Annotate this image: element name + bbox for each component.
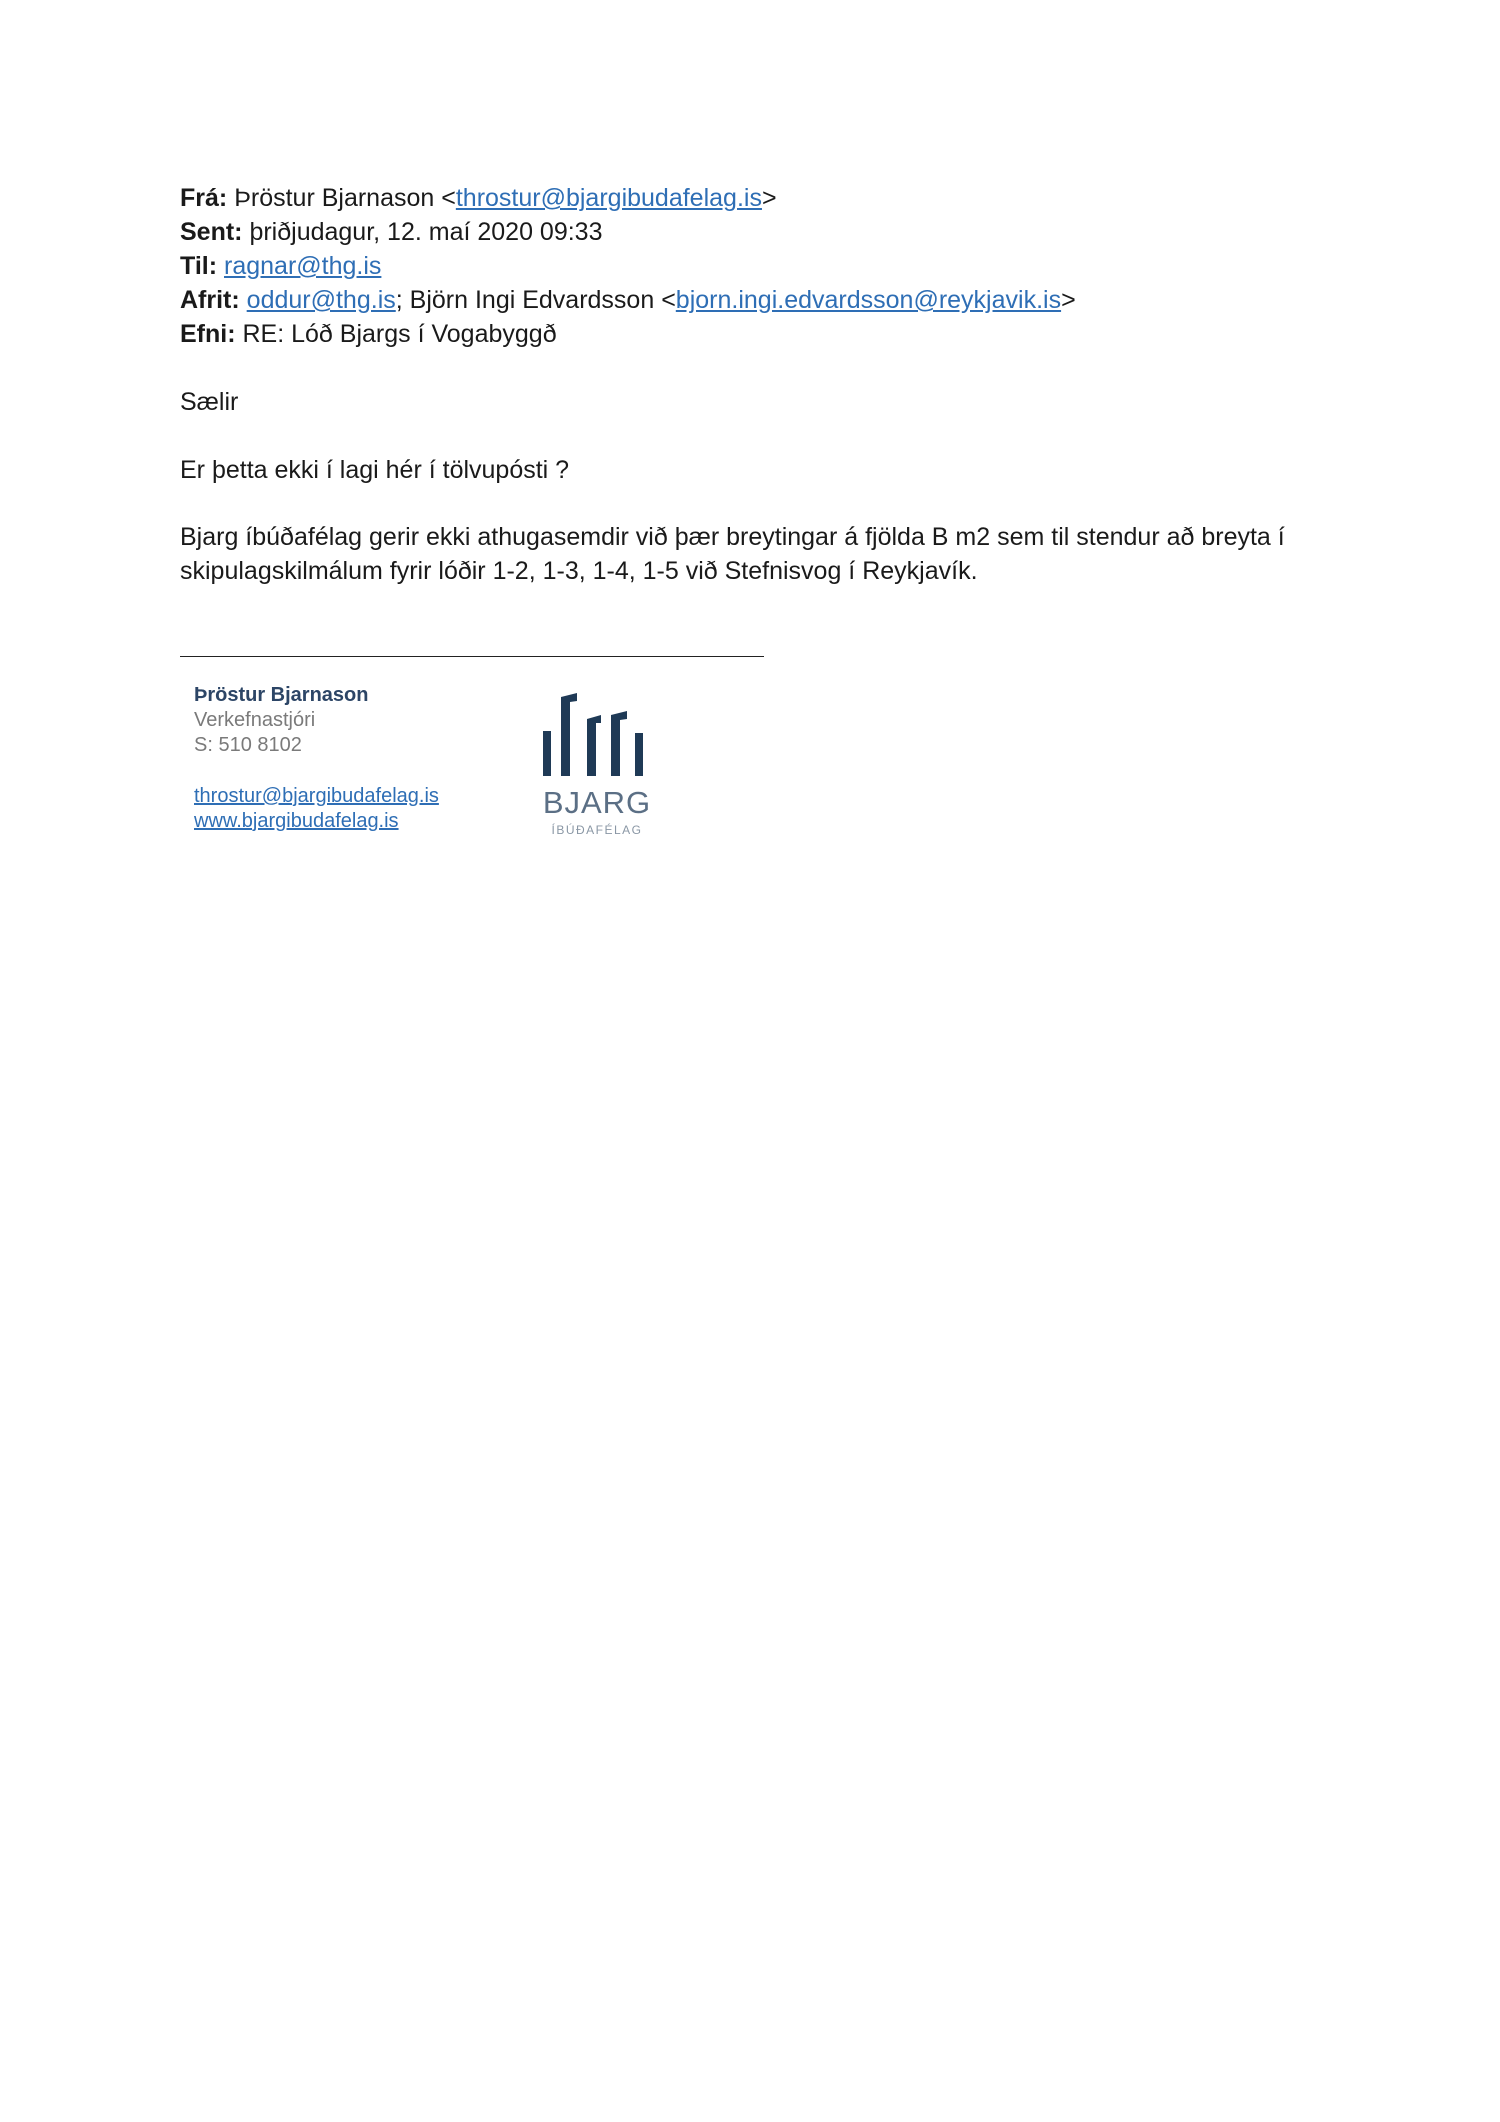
signature-phone: S: 510 8102 [194,734,302,756]
sent-label: Sent: [180,218,243,246]
from-row: Frá: Þröstur Bjarnason <throstur@bjargibudafelag.is> [180,184,777,212]
subject-row [180,317,1076,351]
subject-label: Efni: [180,320,236,348]
from-label: Frá: [180,184,228,212]
question-text: Er þetta ekki í lagi hér í tölvupósti ? [180,456,570,484]
bjarg-logo [537,693,657,843]
sent-value: þriðjudagur, 12. maí 2020 09:33 [249,218,603,246]
from-email-link[interactable]: throstur@bjargibudafelag.is [455,184,762,212]
bjarg-logo-bars-icon [537,693,657,783]
signature-block [194,683,439,834]
logo-subtitle: ÍBÚÐAFÉLAG [551,823,643,837]
signature-title: Verkefnastjóri [194,709,316,731]
signature-website-link[interactable]: www.bjargibudafelag.is [194,810,399,832]
email-header [180,181,1076,351]
to-label: Til: [180,252,218,280]
signature-name: Þröstur Bjarnason [194,684,369,706]
logo-bar-4 [611,715,620,776]
signature-email-link[interactable]: throstur@bjargibudafelag.is [194,785,439,807]
cc-email-link-2[interactable]: bjorn.ingi.edvardsson@reykjavik.is [675,286,1062,314]
logo-bar-3 [587,719,596,776]
from-name: Þröstur Bjarnason [234,184,435,212]
body-paragraph: Bjarg íbúðafélag gerir ekki athugasemdir við þær breytingar á fjölda B m2 sem til stendur að breyta í skipulagskilmálum fyrir lóðir 1-2, 1-3, 1-4, 1-5 við Stefnisvog í Reykjavík. [180,523,1285,585]
cc-name-2: Björn Ingi Edvardsson [409,286,655,314]
greeting-text: Sælir [180,388,239,416]
cc-email-link-1[interactable]: oddur@thg.is [246,286,396,314]
signature-divider [180,656,764,657]
sent-row [180,215,1076,249]
logo-bar-5 [635,733,643,776]
logo-bar-1 [543,731,551,776]
subject-value: RE: Lóð Bjargs í Vogabyggð [242,320,557,348]
to-row [180,249,1076,283]
to-email-link[interactable]: ragnar@thg.is [224,252,382,280]
logo-bar-2 [561,697,570,776]
cc-row: Afrit: oddur@thg.is; Björn Ingi Edvardsson <bjorn.ingi.edvardsson@reykjavik.is> [180,286,1076,314]
logo-wordmark: BJARG [542,785,652,820]
signature-spacer [194,758,439,784]
cc-label: Afrit: [180,286,240,314]
